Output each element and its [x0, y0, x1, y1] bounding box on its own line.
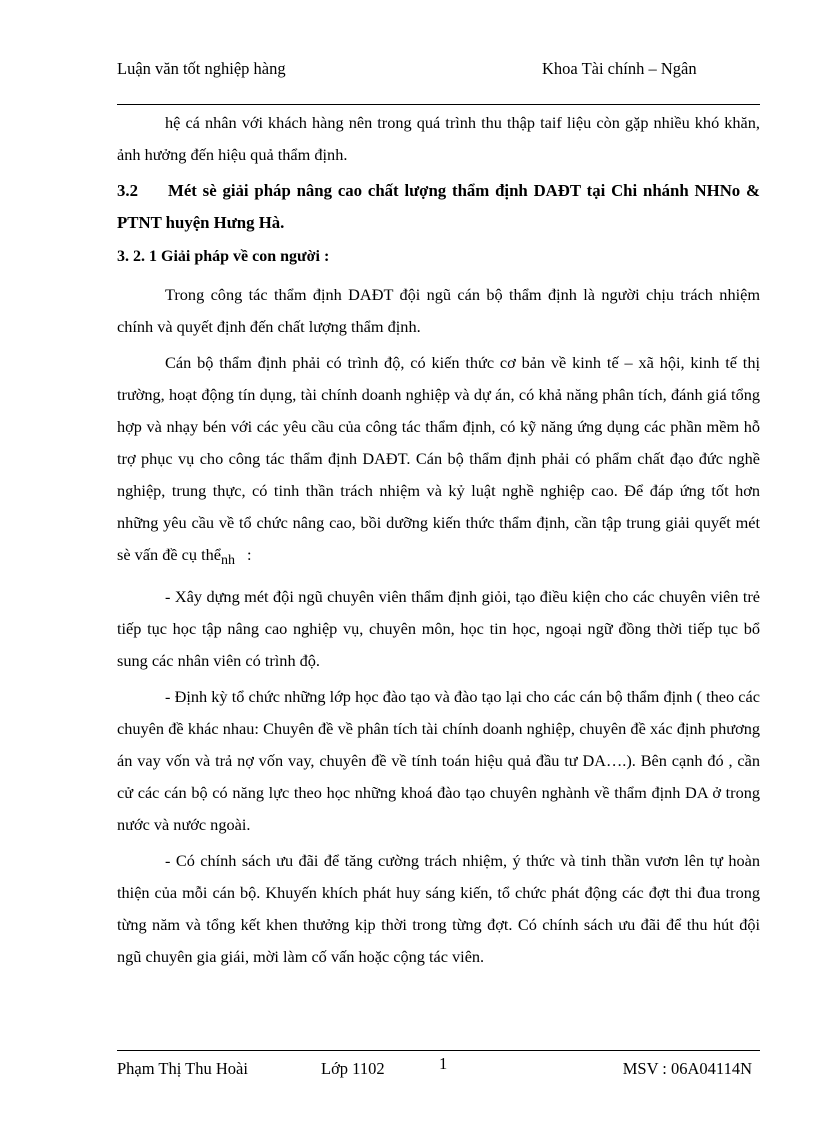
footer-class: Lớp 1102 — [321, 1059, 385, 1078]
paragraph-2 — [117, 347, 760, 577]
subsection-heading: 3. 2. 1 Giải pháp về con người : — [117, 248, 330, 265]
section-number: 3.2 — [117, 181, 138, 200]
header-left-title: Luận văn tốt nghiệp hàng — [117, 59, 286, 78]
page-footer — [117, 1050, 760, 1079]
header-right-title: Khoa Tài chính – Ngân — [542, 59, 697, 78]
continuation-paragraph: hệ cá nhân với khách hàng nên trong quá trình thu thập taif liệu còn gặp nhiều khó khăn, ảnh hưởng đến hiệu quả thẩm định. — [117, 113, 760, 164]
page-header — [117, 58, 760, 105]
footer-student-id: MSV : 06A04114N — [622, 1059, 752, 1078]
bullet-item-3: - Có chính sách ưu đãi để tăng cường trách nhiệm, ý thức và tinh thần vươn lên tự hoàn thiện của mỗi cán bộ. Khuyến khích phát huy sáng kiến, tổ chức phát động các đợt thi đua trong từng năm và tổng kết khen thưởng kịp thời trong từng đợt. Có chính sách ưu đãi để thu hút đội ngũ chuyên gia giái, mời làm cố vấn hoặc cộng tác viên. — [117, 851, 760, 966]
paragraph-2-end: : — [246, 545, 252, 564]
paragraph-1: Trong công tác thẩm định DAĐT đội ngũ cán bộ thẩm định là người chịu trách nhiệm chính và quyết định đến chất lượng thẩm định. — [117, 285, 760, 336]
footer-author: Phạm Thị Thu Hoài — [117, 1059, 248, 1078]
paragraph-2-text: Cán bộ thẩm định phải có trình độ, có kiến thức cơ bản về kinh tế – xã hội, kinh tế thị trường, hoạt động tín dụng, tài chính doanh nghiệp và dự án, có khả năng phân tích, đánh giá tổng hợp và nhạy bén với các yêu cầu của công tác thẩm định, có kỹ năng ứng dụng các phần mềm hỗ trợ phục vụ cho công tác thẩm định DAĐT. Cán bộ thẩm định phải có phẩm chất đạo đức nghề nghiệp, trung thực, có tinh thần trách nhiệm và kỷ luật nghề nghiệp cao. Để đáp ứng tốt hơn những yêu cầu về tổ chức nâng cao, bồi dưỡng kiến thức thẩm định, cần tập trung giải quyết mét sè vấn đề cụ thể — [117, 353, 760, 564]
section-heading — [117, 175, 760, 239]
document-body — [117, 107, 760, 973]
bullet-item-2: - Định kỳ tổ chức những lớp học đào tạo và đào tạo lại cho các cán bộ thẩm định ( theo các chuyên đề khác nhau: Chuyên đề về phân tích tài chính doanh nghiệp, chuyên đề xác định phương án vay vốn và trả nợ vốn vay, chuyên đề về tính toán hiệu quả đầu tư DA….). Bên cạnh đó , cần cử các cán bộ có năng lực theo học những khoá đào tạo chuyên nghành về thẩm định DA ở trong nước và nước ngoài. — [117, 687, 760, 834]
bullet-item-1: - Xây dựng mét đội ngũ chuyên viên thẩm định giỏi, tạo điều kiện cho các chuyên viên trẻ tiếp tục học tập nâng cao nghiệp vụ, chuyên môn, học tin học, ngoại ngữ đồng thời tiếp tục bổ sung các nhân viên có trình độ. — [117, 587, 760, 670]
section-title: Mét sè giải pháp nâng cao chất lượng thẩm định DAĐT tại Chi nhánh NHNo & PTNT huyện Hưng Hà. — [117, 181, 760, 232]
paragraph-2-subscript: nh — [220, 553, 235, 568]
footer-page-number: 1 — [439, 1054, 448, 1073]
